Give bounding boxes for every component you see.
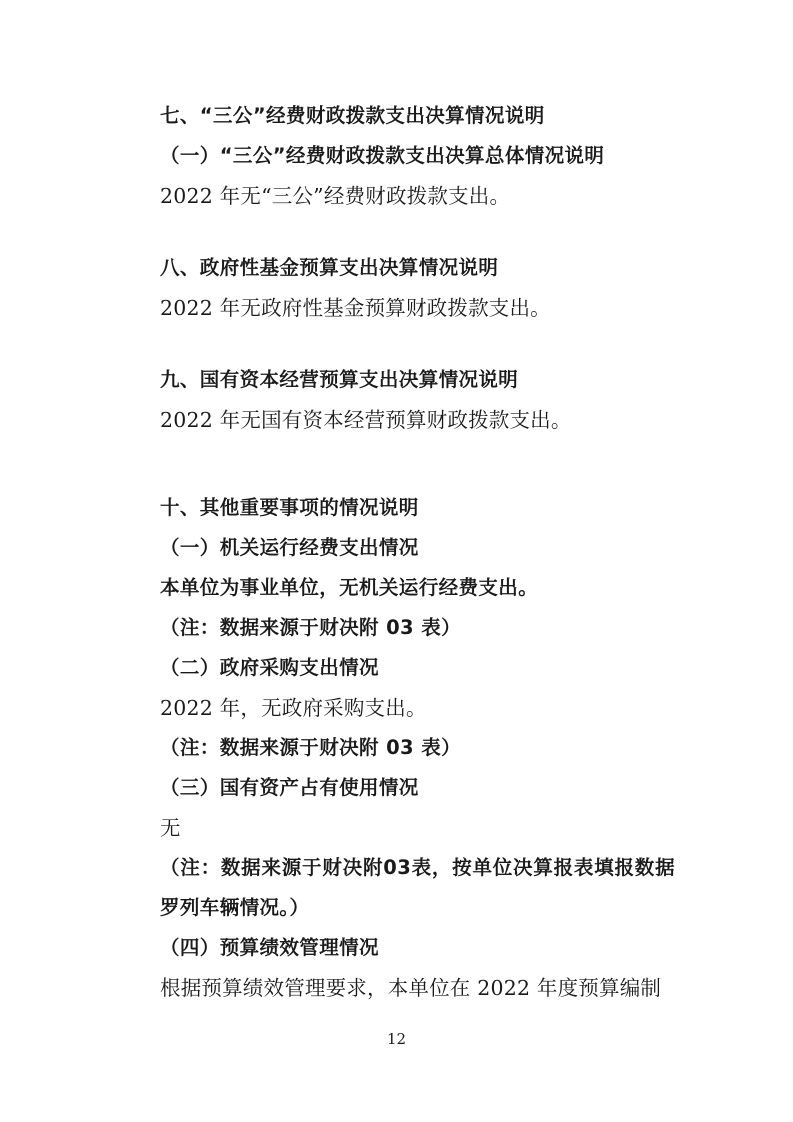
document-heading: （三）国有资产占有使用情况 bbox=[160, 776, 419, 799]
document-heading: 八、政府性基金预算支出决算情况说明 bbox=[160, 256, 499, 279]
document-heading: （四）预算绩效管理情况 bbox=[160, 936, 379, 959]
document-paragraph: 根据预算绩效管理要求，本单位在 2022 年度预算编制 bbox=[160, 976, 662, 1000]
document-heading: （一）“三公”经费财政拨款支出决算总体情况说明 bbox=[160, 144, 605, 167]
document-paragraph: 2022 年无国有资本经营预算财政拨款支出。 bbox=[160, 408, 572, 432]
document-heading: （注：数据来源于财决附 03 表） bbox=[160, 616, 462, 639]
document-heading: 十、其他重要事项的情况说明 bbox=[160, 496, 419, 519]
document-paragraph: 2022 年，无政府采购支出。 bbox=[160, 696, 427, 720]
document-heading: （注：数据来源于财决附03表，按单位决算报表填报数据罗列车辆情况。） bbox=[160, 856, 675, 919]
document-paragraph: 2022 年无政府性基金预算财政拨款支出。 bbox=[160, 296, 551, 320]
document-paragraph: 无 bbox=[160, 816, 181, 840]
document-heading: （一）机关运行经费支出情况 bbox=[160, 536, 419, 559]
document-paragraph: 2022 年无“三公”经费财政拨款支出。 bbox=[160, 184, 511, 208]
document-heading: （二）政府采购支出情况 bbox=[160, 656, 379, 679]
document-heading: 七、“三公”经费财政拨款支出决算情况说明 bbox=[160, 104, 545, 127]
document-heading: 九、国有资本经营预算支出决算情况说明 bbox=[160, 368, 519, 391]
page-number: 12 bbox=[386, 1030, 407, 1048]
document-heading: （注：数据来源于财决附 03 表） bbox=[160, 736, 462, 759]
document-heading: 本单位为事业单位，无机关运行经费支出。 bbox=[160, 576, 539, 599]
document-body bbox=[160, 96, 675, 1008]
